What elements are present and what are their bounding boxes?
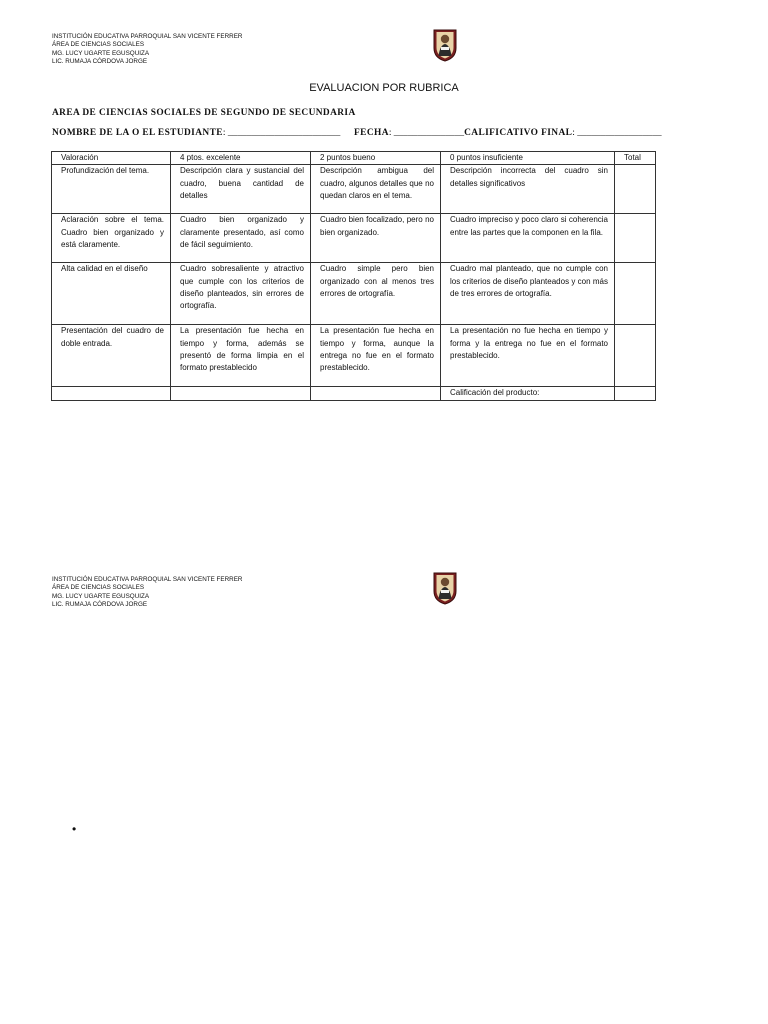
teacher-name: MG. LUCY UGARTE EGUSQUIZA <box>52 592 150 600</box>
total-cell[interactable] <box>615 165 656 214</box>
page-title: EVALUACION POR RUBRICA <box>309 82 459 94</box>
institution-name: INSTITUCIÓN EDUCATIVA PARROQUIAL SAN VICENTE FERRER <box>52 576 243 583</box>
table-row <box>52 325 656 387</box>
good-cell: Cuadro simple pero bien organizado con al menos tres errores de ortografía. <box>311 263 441 325</box>
school-crest-icon <box>432 28 458 62</box>
table-footer-row <box>52 387 656 400</box>
rubric-table <box>51 151 656 401</box>
criteria-cell: Alta calidad en el diseño <box>52 263 171 325</box>
department-name: ÁREA DE CIENCIAS SOCIALES <box>52 41 145 49</box>
total-cell[interactable] <box>615 214 656 263</box>
insufficient-cell: Cuadro mal planteado, que no cumple con los criterios de diseño planteados y con más de tres errores de ortografía. <box>441 263 615 325</box>
header-excellent: 4 ptos. excelente <box>171 152 311 165</box>
table-row <box>52 214 656 263</box>
excellent-cell: Descripción clara y sustancial del cuadro, buena cantidad de detalles <box>171 165 311 214</box>
bullet-point: • <box>72 822 77 836</box>
student-name-field[interactable]: : ________________________ <box>222 128 341 138</box>
institution-header-second <box>52 576 242 610</box>
header-criteria: Valoración <box>52 152 171 165</box>
date-field[interactable]: : _______________ <box>388 128 465 138</box>
empty-cell <box>311 387 441 400</box>
criteria-cell: Aclaración sobre el tema. Cuadro bien organizado y está claramente. <box>52 214 171 263</box>
empty-cell <box>171 387 311 400</box>
product-grade-label: Calificación del producto: <box>441 387 615 400</box>
final-grade-label: CALIFICATIVO FINAL <box>464 128 573 138</box>
department-name: ÁREA DE CIENCIAS SOCIALES <box>52 584 145 592</box>
excellent-cell: Cuadro sobresaliente y atractivo que cumple con los criterios de diseño planteados, sin errores de ortografía. <box>171 263 311 325</box>
header-insufficient: 0 puntos insuficiente <box>441 152 615 165</box>
student-name-label: NOMBRE DE LA O EL ESTUDIANTE <box>52 128 223 138</box>
insufficient-cell: Descripción incorrecta del cuadro sin detalles significativos <box>441 165 615 214</box>
date-label: FECHA <box>354 128 389 138</box>
institution-header <box>52 33 242 67</box>
criteria-cell: Presentación del cuadro de doble entrada. <box>52 325 171 387</box>
table-row <box>52 165 656 214</box>
institution-name: INSTITUCIÓN EDUCATIVA PARROQUIAL SAN VICENTE FERRER <box>52 33 243 40</box>
header-good: 2 puntos bueno <box>311 152 441 165</box>
teacher-name: MG. LUCY UGARTE EGUSQUIZA <box>52 49 150 57</box>
excellent-cell: Cuadro bien organizado y claramente presentado, así como de fácil seguimiento. <box>171 214 311 263</box>
header-total: Total <box>615 152 656 165</box>
student-info-line <box>52 128 662 138</box>
good-cell: Descripción ambigua del cuadro, algunos detalles que no quedan claros en el tema. <box>311 165 441 214</box>
teacher-name-2: LIC. RUMAJA CÓRDOVA JORGE <box>52 601 148 609</box>
table-row <box>52 263 656 325</box>
good-cell: La presentación fue hecha en tiempo y forma, aunque la entrega no fue en el formato prestablecido. <box>311 325 441 387</box>
teacher-name-2: LIC. RUMAJA CÓRDOVA JORGE <box>52 58 148 66</box>
criteria-cell: Profundización del tema. <box>52 165 171 214</box>
rubric-header-row <box>52 152 656 165</box>
product-grade-total[interactable] <box>615 387 656 400</box>
empty-cell <box>52 387 171 400</box>
total-cell[interactable] <box>615 325 656 387</box>
good-cell: Cuadro bien focalizado, pero no bien organizado. <box>311 214 441 263</box>
insufficient-cell: Cuadro impreciso y poco claro si coherencia entre las partes que la componen en la fila. <box>441 214 615 263</box>
course-subtitle: AREA DE CIENCIAS SOCIALES DE SEGUNDO DE SECUNDARIA <box>52 108 356 118</box>
final-grade-field[interactable]: : __________________ <box>572 128 662 138</box>
total-cell[interactable] <box>615 263 656 325</box>
excellent-cell: La presentación fue hecha en tiempo y forma, además se presentó de forma limpia en el formato prestablecido <box>171 325 311 387</box>
insufficient-cell: La presentación no fue hecha en tiempo y forma y la entrega no fue en el formato prestablecido. <box>441 325 615 387</box>
school-crest-icon <box>432 571 458 605</box>
